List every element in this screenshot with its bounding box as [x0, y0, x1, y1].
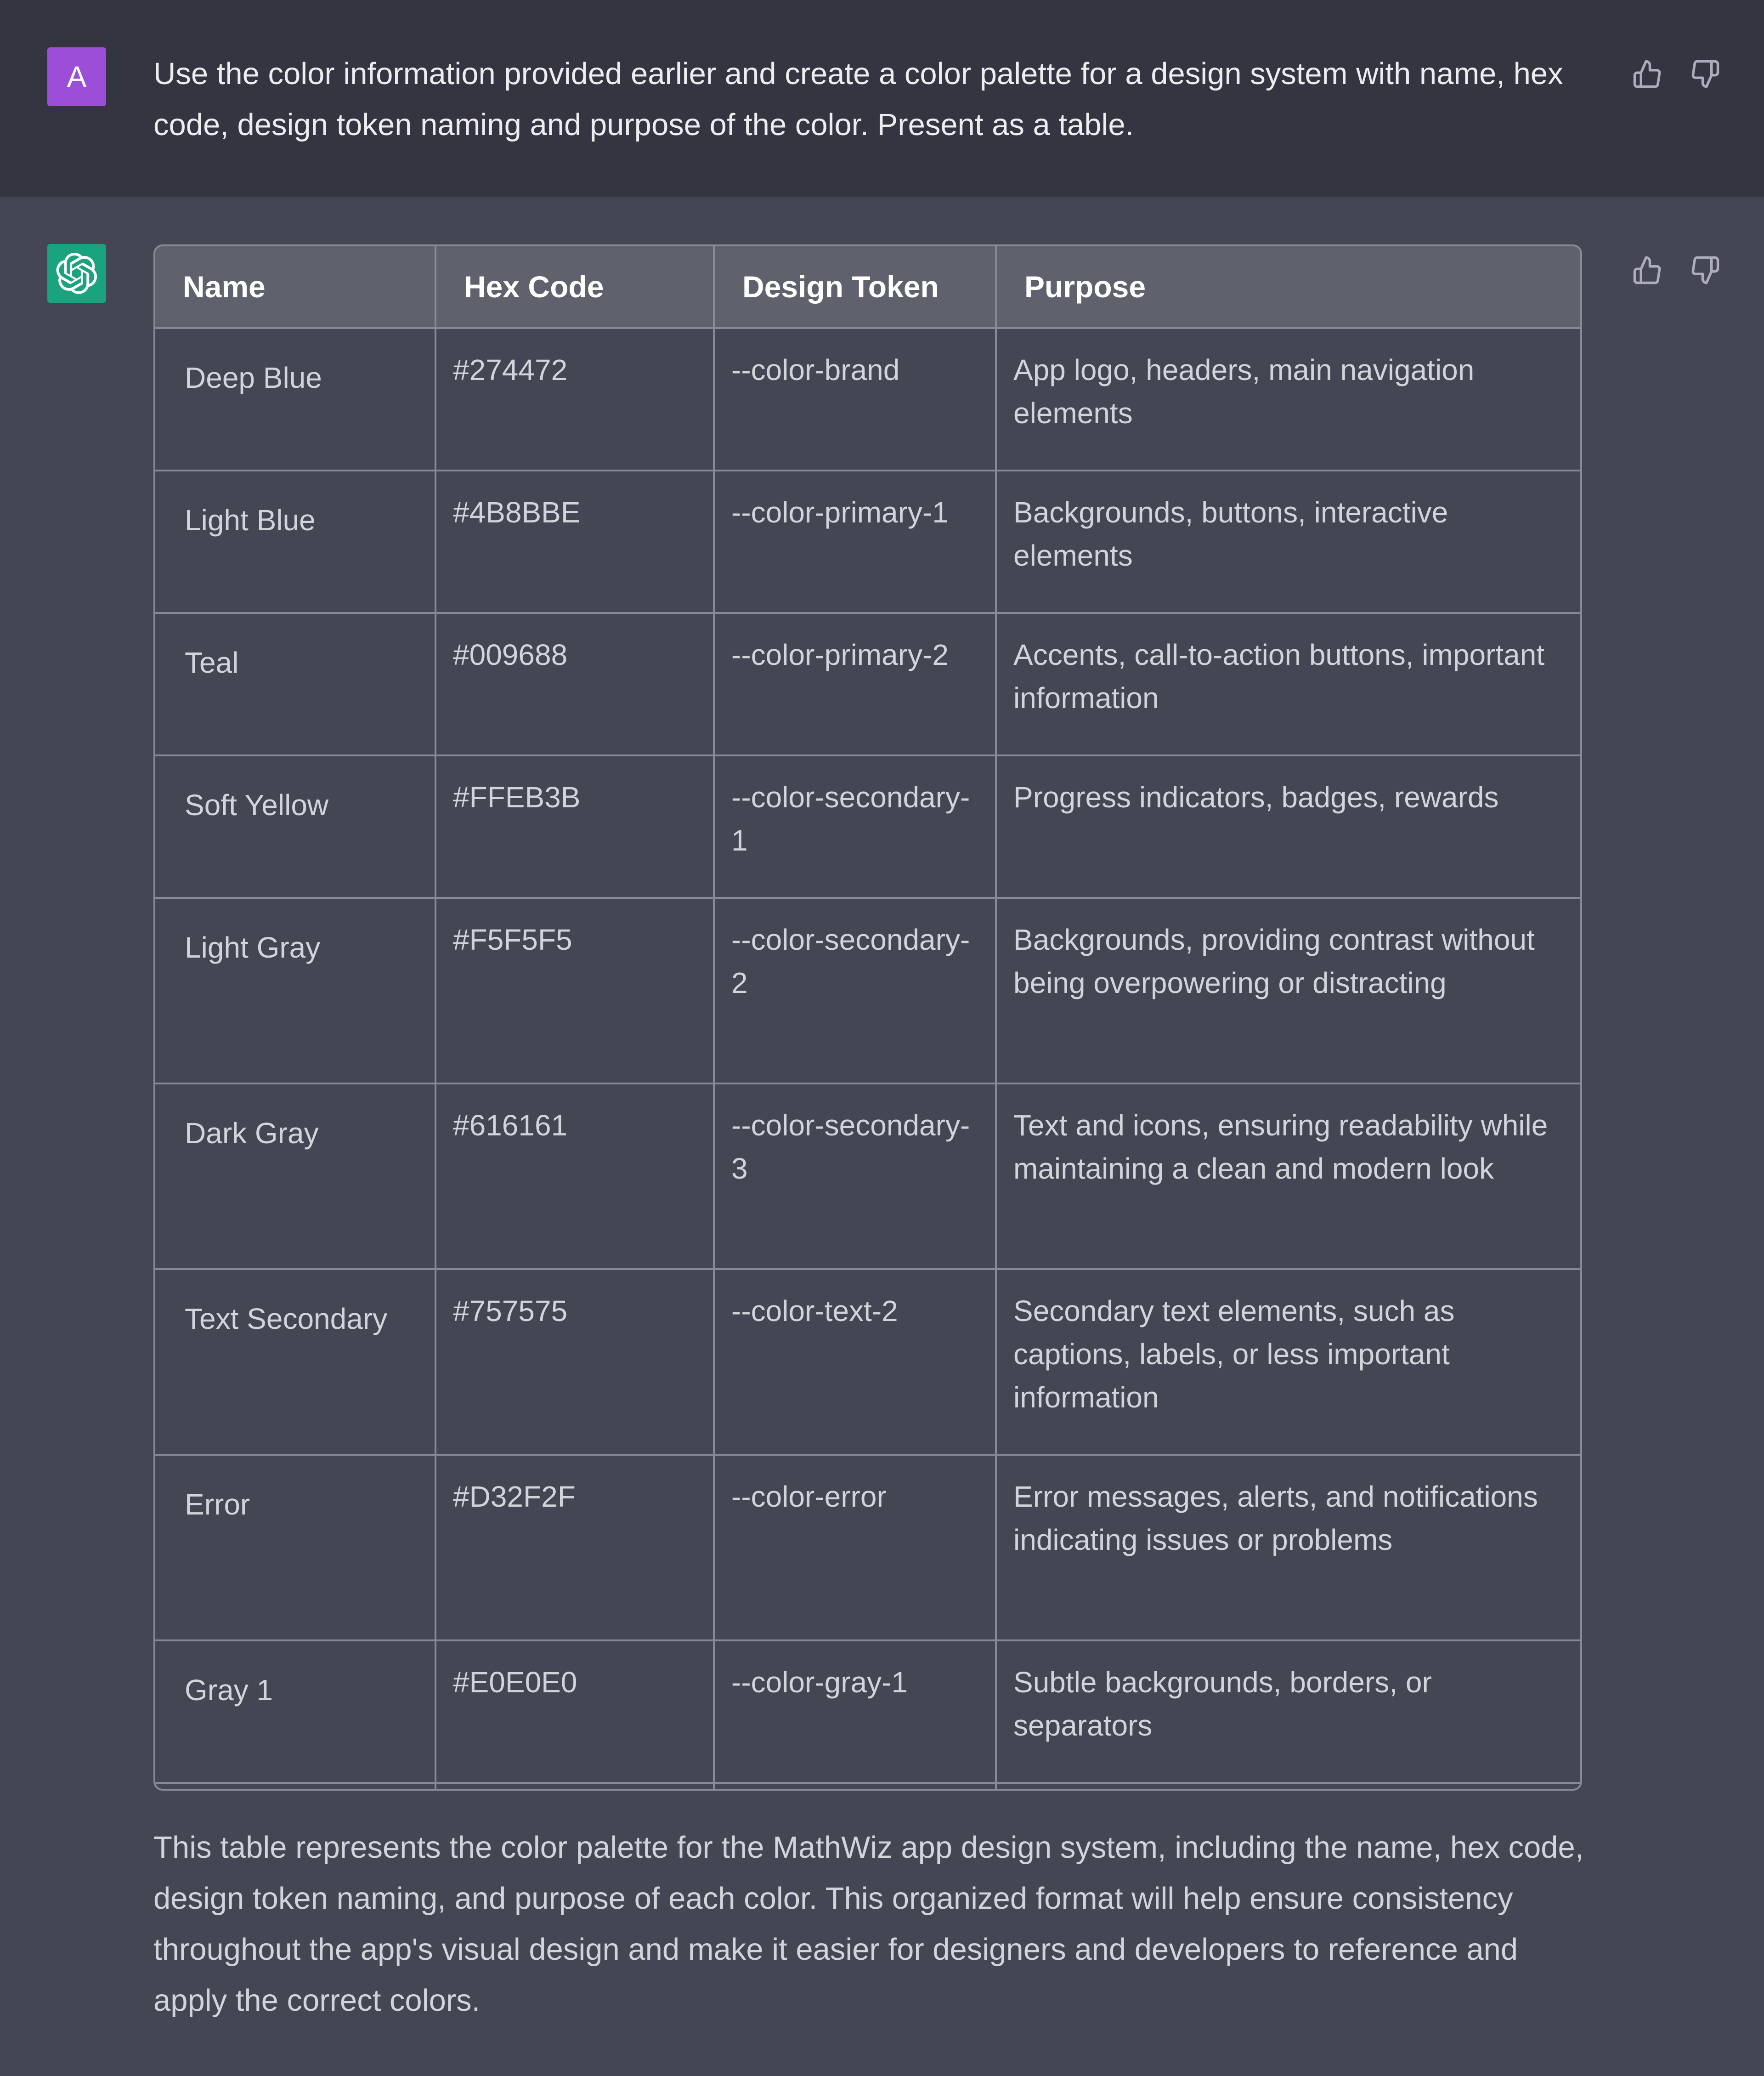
user-feedback: [1632, 59, 1720, 89]
cell-purpose: [996, 1783, 1580, 1791]
cell-hex: #757575: [435, 1269, 714, 1455]
cell-hex: #274472: [435, 328, 714, 471]
cell-hex: #616161: [435, 1083, 714, 1269]
assistant-feedback: [1632, 255, 1720, 285]
cell-name: [155, 1783, 435, 1791]
user-avatar: [47, 47, 106, 106]
cell-token: --color-error: [714, 1455, 996, 1640]
user-message: [0, 0, 1764, 197]
thumbs-up-icon[interactable]: [1632, 59, 1662, 89]
table-row: [155, 898, 1580, 1083]
cell-hex: #D32F2F: [435, 1455, 714, 1640]
cell-hex: #4B8BBE: [435, 471, 714, 613]
cell-purpose: Progress indicators, badges, rewards: [996, 755, 1580, 898]
cell-hex: #009688: [435, 613, 714, 755]
table-header-row: [155, 246, 1580, 328]
cell-name: Light Blue: [155, 471, 435, 613]
thumbs-up-icon[interactable]: [1632, 255, 1662, 285]
table-row: [155, 613, 1580, 755]
table-row: [155, 1083, 1580, 1269]
table-row: [155, 1640, 1580, 1783]
header-purpose: Purpose: [996, 246, 1580, 328]
table-row: [155, 1455, 1580, 1640]
cell-name: Soft Yellow: [155, 755, 435, 898]
header-name: Name: [155, 246, 435, 328]
cell-name: Dark Gray: [155, 1083, 435, 1269]
cell-name: Deep Blue: [155, 328, 435, 471]
table-row: [155, 755, 1580, 898]
cell-token: --color-brand: [714, 328, 996, 471]
cell-name: Text Secondary: [155, 1269, 435, 1455]
cell-purpose: Subtle backgrounds, borders, or separators: [996, 1640, 1580, 1783]
openai-logo-icon: [56, 252, 98, 295]
cell-name: Error: [155, 1455, 435, 1640]
user-avatar-letter: A: [67, 60, 87, 93]
cell-purpose: Text and icons, ensuring readability while maintaining a clean and modern look: [996, 1083, 1580, 1269]
header-hex-code: Hex Code: [435, 246, 714, 328]
cell-token: --color-primary-2: [714, 613, 996, 755]
table-row: [155, 1269, 1580, 1455]
assistant-avatar: [47, 244, 106, 303]
thumbs-down-icon[interactable]: [1690, 255, 1720, 285]
color-palette-table: [155, 246, 1580, 1791]
cell-token: --color-secondary-3: [714, 1083, 996, 1269]
cell-token: --color-secondary-1: [714, 755, 996, 898]
cell-name: Light Gray: [155, 898, 435, 1083]
table-row: [155, 1783, 1580, 1791]
table-row: [155, 471, 1580, 613]
cell-token: --color-primary-1: [714, 471, 996, 613]
cell-purpose: App logo, headers, main navigation elements: [996, 328, 1580, 471]
cell-token: --color-secondary-2: [714, 898, 996, 1083]
cell-name: Gray 1: [155, 1640, 435, 1783]
header-design-token: Design Token: [714, 246, 996, 328]
thumbs-down-icon[interactable]: [1690, 59, 1720, 89]
user-message-text: Use the color information provided earlier and create a color palette for a design system with name, hex code, design token naming and purpose of the color. Present as a table.: [153, 57, 1563, 142]
cell-purpose: Backgrounds, providing contrast without being overpowering or distracting: [996, 898, 1580, 1083]
cell-purpose: Secondary text elements, such as captions, labels, or less important information: [996, 1269, 1580, 1455]
cell-hex: #E0E0E0: [435, 1640, 714, 1783]
cell-hex: [435, 1783, 714, 1791]
cell-purpose: Error messages, alerts, and notifications indicating issues or problems: [996, 1455, 1580, 1640]
cell-purpose: Backgrounds, buttons, interactive elements: [996, 471, 1580, 613]
cell-purpose: Accents, call-to-action buttons, important information: [996, 613, 1580, 755]
color-palette-table-container: [153, 244, 1582, 1791]
cell-name: Teal: [155, 613, 435, 755]
assistant-summary-text: This table represents the color palette for the MathWiz app design system, including the name, hex code, design token naming, and purpose of each color. This organized format will help ensure consistency throughout the app's visual design and make it easier for designers and developers to reference and apply the correct colors.: [153, 1830, 1584, 2018]
table-row: [155, 328, 1580, 471]
cell-token: [714, 1783, 996, 1791]
cell-hex: #FFEB3B: [435, 755, 714, 898]
cell-token: --color-text-2: [714, 1269, 996, 1455]
cell-token: --color-gray-1: [714, 1640, 996, 1783]
cell-hex: #F5F5F5: [435, 898, 714, 1083]
